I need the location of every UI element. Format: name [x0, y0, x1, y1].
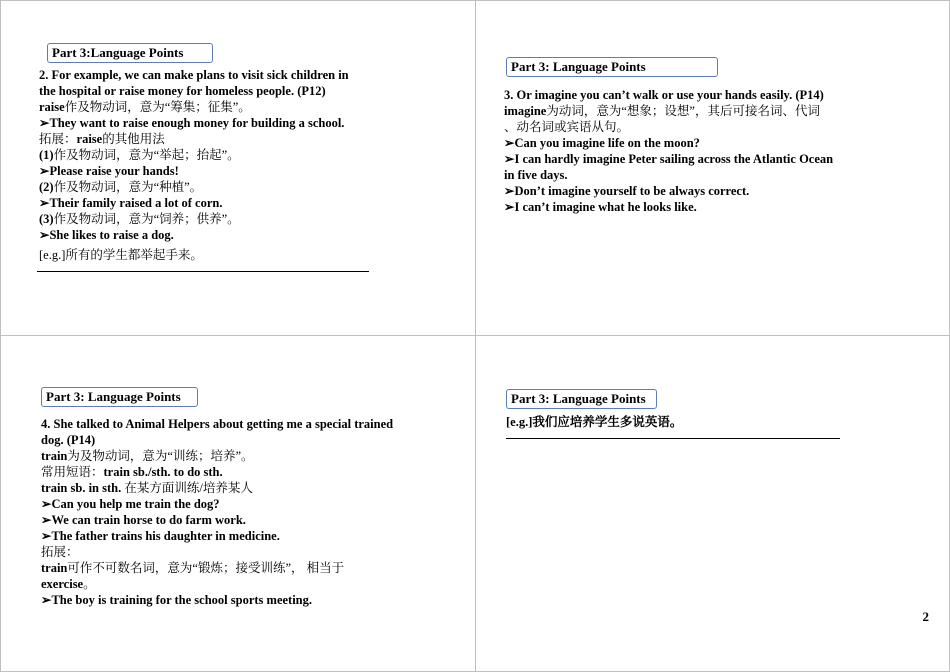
panel-content	[39, 67, 459, 272]
phrase: train sb./sth. to do sth.	[103, 465, 223, 479]
usage-text: 作及物动词，意为“种植”。	[53, 180, 203, 194]
section-label: Part 3: Language Points	[506, 57, 718, 77]
keyword: raise	[39, 100, 65, 114]
definition-text: 为动词，意为“想象；设想”，其后可接名词、代词	[546, 104, 820, 118]
eg-prompt: [e.g.]我们应培养学生多说英语。	[506, 415, 683, 429]
extension-label: 拓展：	[39, 132, 77, 146]
keyword: train	[41, 561, 68, 575]
point-heading-line-2: dog. (P14)	[41, 433, 96, 447]
example-sentence: ➢We can train horse to do farm work.	[41, 513, 246, 527]
point-heading-line-1: 2. For example, we can make plans to visit sick children in	[39, 68, 349, 82]
example-sentence: ➢Don’t imagine yourself to be always correct.	[504, 184, 750, 198]
phrase-meaning: 在某方面训练/培养某人	[121, 481, 253, 495]
panel-content	[504, 87, 934, 215]
section-label: Part 3: Language Points	[41, 387, 198, 407]
phrase-label: 常用短语：	[41, 465, 104, 479]
definition-text: 、动名词或宾语从句。	[504, 120, 630, 134]
example-sentence: ➢The father trains his daughter in medicine.	[41, 529, 280, 543]
slide-panel-4	[476, 336, 950, 672]
example-sentence: ➢Can you help me train the dog?	[41, 497, 220, 511]
example-sentence: ➢Their family raised a lot of corn.	[39, 196, 223, 210]
keyword: train	[41, 449, 68, 463]
extension-text: 可作不可数名词，意为“锻炼；接受训练”， 相当于	[67, 561, 345, 575]
example-sentence: ➢They want to raise enough money for building a school.	[39, 116, 345, 130]
keyword: raise	[76, 132, 103, 146]
usage-text: 作及物动词，意为“举起；抬起”。	[53, 148, 240, 162]
usage-number: (2)	[39, 180, 54, 194]
point-heading-line-1: 4. She talked to Animal Helpers about getting me a special trained	[41, 417, 394, 431]
slide-panel-2	[476, 0, 950, 336]
answer-blank-line	[506, 430, 840, 439]
slide-panel-3	[0, 336, 476, 672]
phrase: train sb. in sth.	[41, 481, 122, 495]
example-sentence: ➢The boy is training for the school sports meeting.	[41, 593, 313, 607]
usage-number: (3)	[39, 212, 54, 226]
section-label: Part 3:Language Points	[47, 43, 213, 63]
point-heading-line-2: the hospital or raise money for homeless people. (P12)	[39, 84, 326, 98]
example-sentence: ➢She likes to raise a dog.	[39, 228, 174, 242]
definition-text: 为及物动词，意为“训练；培养”。	[67, 449, 254, 463]
panel-content	[41, 416, 461, 608]
panel-content	[506, 414, 926, 439]
extension-label: 拓展：	[41, 545, 79, 559]
extension-text: 的其他用法	[102, 132, 165, 146]
answer-blank-line	[37, 263, 369, 272]
usage-number: (1)	[39, 148, 54, 162]
example-sentence-continued: in five days.	[504, 168, 568, 182]
example-sentence: ➢I can hardly imagine Peter sailing across the Atlantic Ocean	[504, 152, 834, 166]
extension-text: 。	[83, 577, 96, 591]
point-heading: 3. Or imagine you can’t walk or use your hands easily. (P14)	[504, 88, 824, 102]
example-sentence: ➢Please raise your hands!	[39, 164, 179, 178]
definition-text: 作及物动词，意为“筹集；征集”。	[64, 100, 251, 114]
example-sentence: ➢Can you imagine life on the moon?	[504, 136, 700, 150]
page-number: 2	[922, 609, 929, 624]
usage-text: 作及物动词，意为“饲养；供养”。	[53, 212, 240, 226]
slide-panel-1	[0, 0, 476, 336]
section-label: Part 3: Language Points	[506, 389, 657, 409]
keyword: exercise	[41, 577, 84, 591]
keyword: imagine	[504, 104, 547, 118]
eg-prompt: [e.g.]所有的学生都举起手来。	[39, 248, 203, 262]
example-sentence: ➢I can’t imagine what he looks like.	[504, 200, 697, 214]
